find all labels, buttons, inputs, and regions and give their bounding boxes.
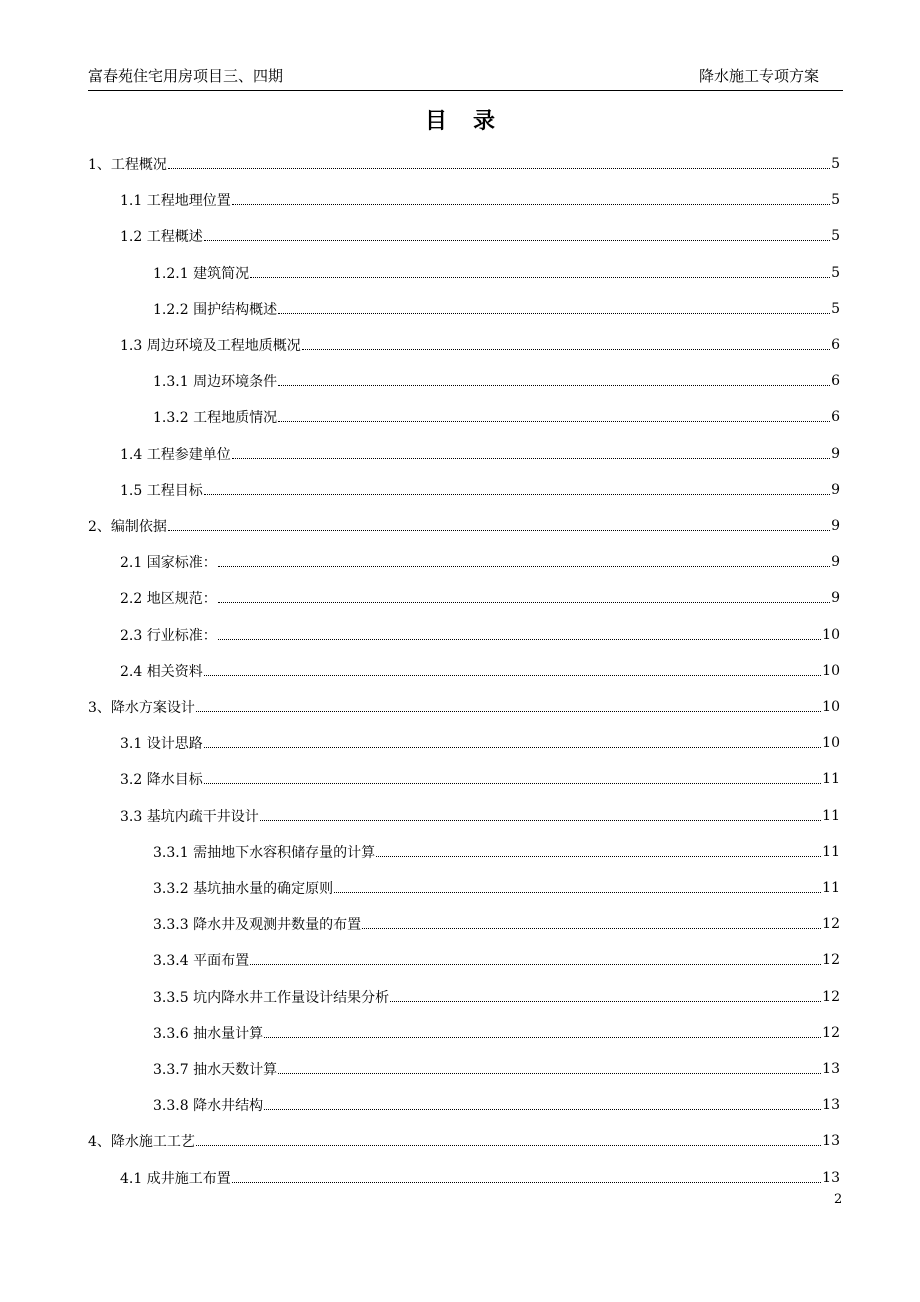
toc-entry-label: 1.3 周边环境及工程地质概况 [120, 338, 301, 354]
toc-entry-label: 2.2 地区规范： [120, 591, 217, 608]
toc-dot-leader [204, 674, 821, 676]
toc-dot-leader [264, 1108, 821, 1110]
toc-entry-page: 10 [822, 699, 840, 715]
toc-entry-label: 2.3 行业标准： [120, 627, 217, 644]
toc-entry[interactable] [120, 333, 840, 357]
page-header [88, 64, 843, 91]
toc-entry[interactable] [153, 985, 840, 1009]
toc-entry[interactable] [120, 623, 840, 647]
toc-entry-label: 3.3.2 基坑抽水量的确定原则 [153, 881, 334, 897]
toc-dot-leader [218, 565, 830, 567]
toc-entry[interactable] [120, 550, 840, 574]
toc-dot-leader [218, 638, 821, 640]
toc-entry[interactable] [120, 767, 840, 791]
toc-dot-leader [204, 493, 830, 495]
toc-entry-page: 9 [831, 590, 840, 607]
toc-dot-leader [232, 457, 830, 459]
toc-entry[interactable] [153, 405, 840, 429]
toc-entry[interactable] [120, 659, 840, 683]
toc-entry-label: 1.2 工程概述 [120, 229, 203, 246]
toc-entry[interactable] [153, 1093, 840, 1117]
toc-dot-leader [204, 746, 821, 748]
toc-entry-label: 3.1 设计思路 [120, 736, 203, 753]
toc-dot-leader [278, 420, 830, 422]
toc-entry-label: 3、降水方案设计 [88, 700, 195, 716]
toc-entry[interactable] [153, 840, 840, 864]
toc-entry-page: 5 [831, 192, 840, 209]
toc-entry-label: 2、编制依据 [88, 519, 167, 535]
toc-dot-leader [232, 1181, 821, 1183]
toc-dot-leader [362, 927, 821, 929]
toc-entry-page: 11 [822, 843, 840, 860]
toc-entry[interactable] [120, 224, 840, 248]
toc-dot-leader [196, 1144, 821, 1146]
toc-dot-leader [278, 312, 830, 314]
toc-entry-label: 3.3.6 抽水量计算 [153, 1025, 264, 1042]
toc-entry-label: 1.2.2 围护结构概述 [153, 301, 278, 318]
toc-dot-leader [204, 782, 821, 784]
toc-dot-leader [218, 601, 830, 603]
toc-entry-page: 5 [831, 300, 840, 317]
toc-entry-label: 3.3.8 降水井结构 [153, 1098, 264, 1115]
toc-entry-page: 11 [822, 807, 840, 824]
toc-entry-label: 2.4 相关资料 [120, 663, 203, 680]
toc-dot-leader [232, 203, 830, 205]
toc-dot-leader [278, 1072, 821, 1074]
toc-entry-label: 4.1 成井施工布置 [120, 1170, 231, 1187]
toc-dot-leader [278, 384, 830, 386]
toc-entry-label: 1、工程概况 [88, 157, 167, 173]
toc-entry-label: 3.3.7 抽水天数计算 [153, 1062, 278, 1078]
toc-entry-page: 6 [831, 337, 840, 353]
toc-entry[interactable] [153, 261, 840, 285]
toc-entry-label: 2.1 国家标准： [120, 555, 217, 572]
toc-dot-leader [264, 1036, 821, 1038]
toc-entry[interactable] [120, 804, 840, 828]
toc-entry[interactable] [153, 369, 840, 393]
toc-entry-page: 10 [822, 662, 840, 679]
toc-entry-page: 12 [822, 916, 840, 933]
toc-entry[interactable] [153, 297, 840, 321]
toc-entry-page: 11 [822, 880, 840, 896]
toc-entry[interactable] [88, 1129, 840, 1153]
toc-entry[interactable] [88, 152, 840, 176]
toc-dot-leader [250, 963, 821, 965]
toc-entry[interactable] [120, 478, 840, 502]
toc-entry[interactable] [153, 876, 840, 900]
toc-title: 目录 [424, 108, 521, 134]
toc-entry-page: 13 [822, 1169, 840, 1186]
toc-entry-label: 1.3.1 周边环境条件 [153, 374, 278, 391]
toc-entry-label: 1.5 工程目标 [120, 482, 203, 499]
toc-entry-label: 3.2 降水目标 [120, 772, 203, 789]
toc-entry-label: 3.3.3 降水井及观测井数量的布置 [153, 917, 362, 934]
toc-entry-page: 10 [822, 735, 840, 752]
toc-entry-label: 3.3.5 坑内降水井工作量设计结果分析 [153, 989, 390, 1006]
toc-dot-leader [204, 239, 830, 241]
toc-entry[interactable] [120, 1166, 840, 1190]
toc-entry-page: 6 [831, 409, 840, 426]
toc-entry[interactable] [120, 188, 840, 212]
toc-entry-label: 1.2.1 建筑简况 [153, 265, 250, 282]
toc-entry-page: 13 [822, 1097, 840, 1114]
toc-entry-label: 1.3.2 工程地质情况 [153, 410, 278, 427]
toc-entry-page: 5 [831, 156, 840, 172]
toc-entry-label: 1.4 工程参建单位 [120, 446, 231, 463]
toc-entry[interactable] [120, 731, 840, 755]
toc-entry-page: 10 [822, 626, 840, 643]
toc-dot-leader [260, 819, 821, 821]
toc-dot-leader [334, 891, 821, 893]
toc-entry-page: 12 [822, 988, 840, 1005]
toc-dot-leader [250, 276, 830, 278]
toc-dot-leader [168, 167, 830, 169]
toc-entry-label: 1.1 工程地理位置 [120, 193, 231, 210]
toc-dot-leader [302, 348, 830, 350]
toc-entry-page: 6 [831, 373, 840, 390]
toc-entry[interactable] [153, 1057, 840, 1081]
toc-entry[interactable] [88, 695, 840, 719]
toc-entry[interactable] [153, 912, 840, 936]
toc-entry[interactable] [120, 442, 840, 466]
header-document-title: 降水施工专项方案 [698, 67, 819, 85]
toc-entry[interactable] [88, 514, 840, 538]
toc-entry-page: 9 [831, 445, 840, 462]
toc-entry-page: 12 [822, 952, 840, 969]
toc-entry-page: 9 [831, 554, 840, 571]
toc-entry-label: 3.3.1 需抽地下水容积储存量的计算 [153, 844, 376, 861]
toc-entry-label: 3.3 基坑内疏干井设计 [120, 808, 259, 825]
toc-entry-page: 11 [822, 771, 840, 788]
toc-entry-page: 13 [822, 1061, 840, 1077]
header-project-name: 富春苑住宅用房项目三、四期 [88, 67, 284, 85]
toc-entry-page: 5 [831, 228, 840, 245]
toc-dot-leader [390, 1000, 821, 1002]
toc-dot-leader [376, 855, 821, 857]
toc-entry[interactable] [120, 586, 840, 610]
toc-entry[interactable] [153, 1021, 840, 1045]
toc-entry-label: 3.3.4 平面布置 [153, 953, 250, 970]
toc-dot-leader [196, 710, 821, 712]
toc-entry-label: 4、降水施工工艺 [88, 1134, 195, 1151]
toc-entry-page: 9 [831, 481, 840, 498]
toc-entry-page: 5 [831, 264, 840, 281]
toc-entry-page: 12 [822, 1024, 840, 1041]
page-number: 2 [834, 1192, 843, 1207]
toc-entry-page: 9 [831, 518, 840, 534]
toc-entry[interactable] [153, 948, 840, 972]
toc-entry-page: 13 [822, 1133, 840, 1150]
toc-dot-leader [168, 529, 830, 531]
